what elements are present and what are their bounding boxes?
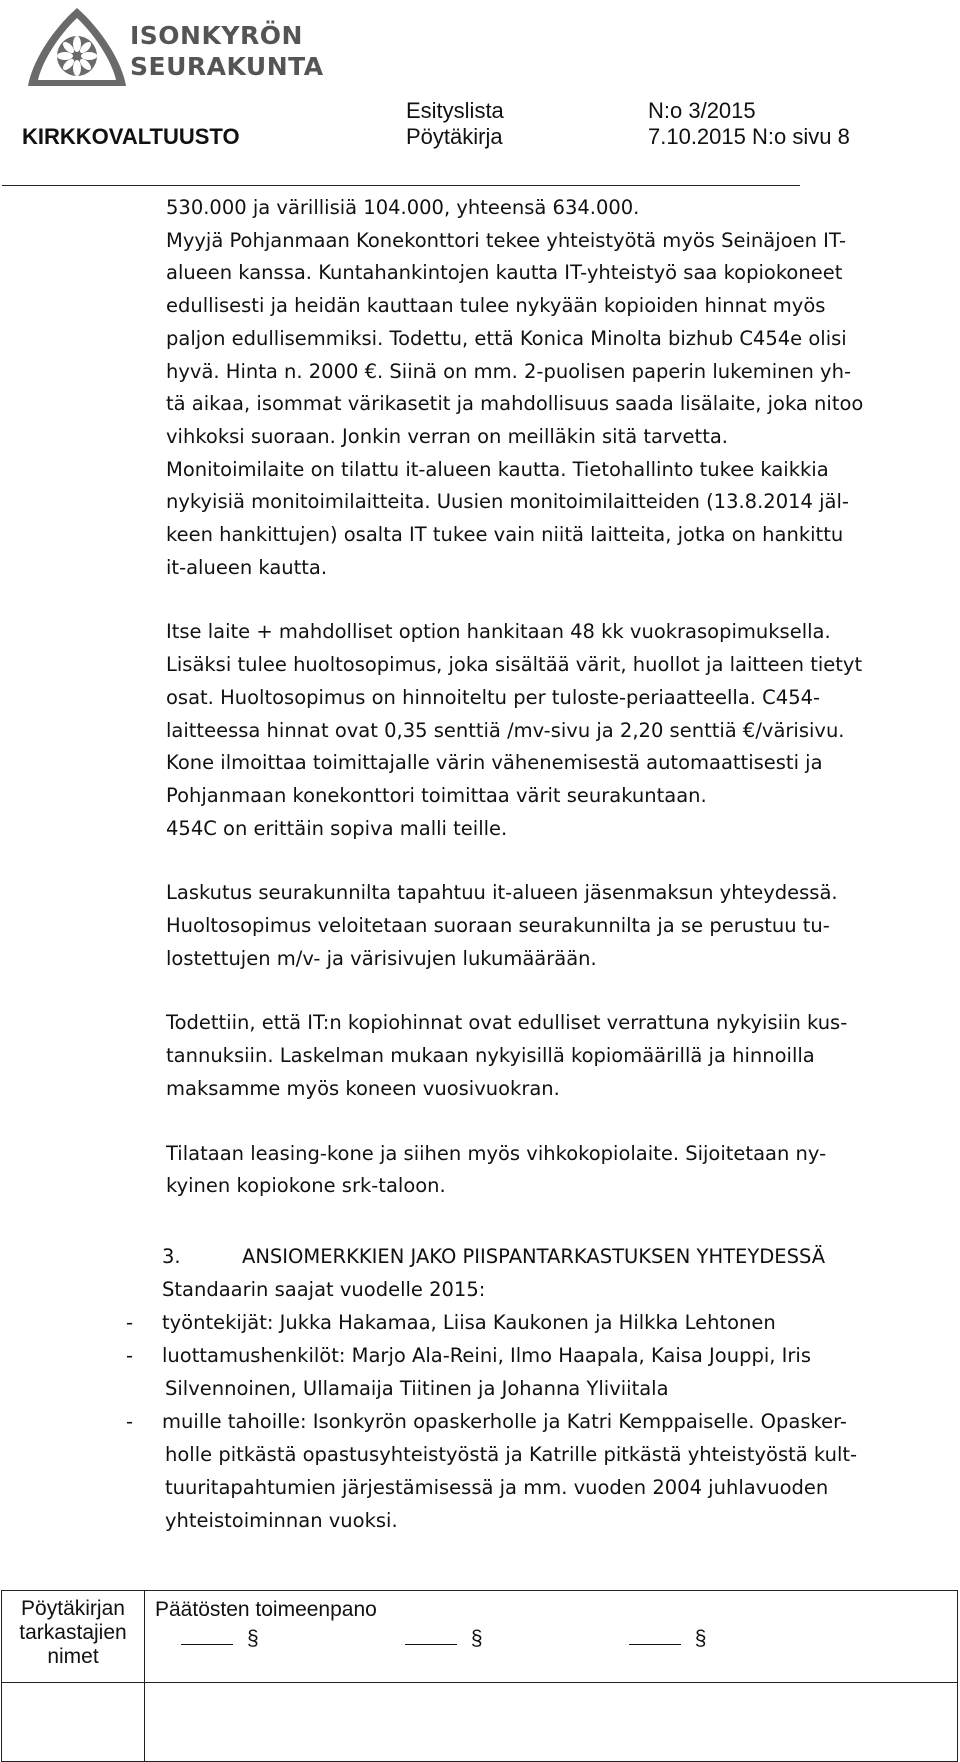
section-mark: § xyxy=(694,1627,707,1650)
inspectors-label-cell xyxy=(2,1591,145,1683)
section-ref xyxy=(405,1626,623,1651)
list-item xyxy=(126,1306,942,1339)
meeting-number: N:o 3/2015 xyxy=(648,98,756,123)
bullet-dash: - xyxy=(126,1410,134,1433)
body-line: Huoltosopimus veloitetaan suoraan seurakunnilta ja se perustuu tu- xyxy=(166,914,830,938)
list-item-line: holle pitkästä opastusyhteistyöstä ja Katrille pitkästä yhteistyöstä kult- xyxy=(165,1443,858,1466)
body-line: vihkoksi suoraan. Jonkin verran on meilläkin sitä tarvetta. xyxy=(166,424,728,448)
inspectors-signature-cell xyxy=(2,1683,145,1762)
logo-line-1: ISONKYRÖN xyxy=(130,21,303,50)
body-line: lostettujen m/v- ja värisivujen lukumäärään. xyxy=(166,946,597,970)
body-line: Todettiin, että IT:n kopiohinnat ovat edulliset verrattuna nykyisiin kus- xyxy=(166,1011,848,1035)
body-line: Kone ilmoittaa toimittajalle värin vähenemisestä automaattisesti ja xyxy=(166,751,823,775)
body-line: Lisäksi tulee huoltosopimus, joka sisältää värit, huollot ja laitteen tietyt xyxy=(166,653,863,677)
section-number: 3. xyxy=(162,1245,181,1268)
section-ref xyxy=(181,1626,399,1651)
bullet-dash: - xyxy=(126,1311,134,1334)
body-line: alueen kanssa. Kuntahankintojen kautta IT-yhteistyö saa kopiokoneet xyxy=(166,261,843,285)
body-line: Itse laite + mahdolliset option hankitaan 48 kk vuokrasopimuksella. xyxy=(166,620,831,644)
section-mark: § xyxy=(247,1627,259,1650)
logo-line-2: SEURAKUNTA xyxy=(130,52,324,81)
date-page: 7.10.2015 N:o sivu 8 xyxy=(648,124,850,149)
body-line: it-alueen kautta. xyxy=(166,555,328,579)
implementation-title: Päätösten toimeenpano xyxy=(155,1598,377,1621)
body-line: Tilataan leasing-kone ja siihen myös vihkokopiolaite. Sijoitetaan ny- xyxy=(166,1141,827,1165)
list-item-line: tuuritapahtumien järjestämisessä ja mm. vuoden 2004 juhlavuoden xyxy=(165,1476,829,1499)
body-line: tannuksiin. Laskelman mukaan nykyisillä kopiomäärillä ja hinnoilla xyxy=(166,1044,815,1068)
inspectors-label-line: Pöytäkirjan xyxy=(21,1597,125,1620)
body-line: 454C on erittäin sopiva malli teille. xyxy=(166,816,508,840)
list-item-line: Silvennoinen, Ullamaija Tiitinen ja Johanna Yliviitala xyxy=(165,1377,669,1400)
body-line: edullisesti ja heidän kauttaan tulee nykyään kopioiden hinnat myös xyxy=(166,294,826,318)
list-item xyxy=(126,1339,942,1405)
cross-emblem-icon xyxy=(28,8,126,86)
doc-type-minutes: Pöytäkirja xyxy=(406,124,503,149)
body-line: tä aikaa, isommat värikasetit ja mahdollisuus saada lisälaite, joka nitoo xyxy=(166,392,864,416)
list-item-line: yhteistoiminnan vuoksi. xyxy=(165,1509,398,1532)
section-ref xyxy=(629,1626,847,1651)
body-line: maksamme myös koneen vuosivuokran. xyxy=(166,1076,560,1100)
implementation-signature-cell xyxy=(145,1683,958,1762)
body-line: laitteessa hinnat ovat 0,35 senttiä /mv-sivu ja 2,20 senttiä €/värisivu. xyxy=(166,718,845,742)
signature-table xyxy=(1,1590,958,1762)
body-line: 530.000 ja värillisiä 104.000, yhteensä 634.000. xyxy=(166,196,640,219)
body-line: keen hankittujen) osalta IT tukee vain niitä laitteita, jotka on hankittu xyxy=(166,523,844,547)
body-line: kyinen kopiokone srk-taloon. xyxy=(166,1174,446,1198)
body-line: Pohjanmaan konekonttori toimittaa värit seurakuntaan. xyxy=(166,783,707,807)
section-heading xyxy=(162,1240,942,1273)
body-line: Monitoimilaite on tilattu it-alueen kautta. Tietohallinto tukee kaikkia xyxy=(166,457,829,481)
parish-name xyxy=(130,20,324,82)
body-line: nykyisiä monitoimilaitteita. Uusien monitoimilaitteiden (13.8.2014 jäl- xyxy=(166,490,849,514)
body-line: osat. Huoltosopimus on hinnoiteltu per tuloste-periaatteella. C454- xyxy=(166,685,821,709)
doc-type-agenda: Esityslista xyxy=(406,98,504,123)
section-mark: § xyxy=(470,1627,483,1650)
document-body xyxy=(166,192,926,1203)
list-item-line: luottamushenkilöt: Marjo Ala-Reini, Ilmo Haapala, Kaisa Jouppi, Iris xyxy=(162,1344,812,1367)
list-item-line: työntekijät: Jukka Hakamaa, Liisa Kaukonen ja Hilkka Lehtonen xyxy=(162,1311,776,1334)
organ-name: KIRKKOVALTUUSTO xyxy=(22,124,240,149)
implementation-cell xyxy=(145,1591,958,1683)
inspectors-label-line: nimet xyxy=(47,1645,99,1668)
body-line: paljon edullisemmiksi. Todettu, että Konica Minolta bizhub C454e olisi xyxy=(166,326,847,350)
section-title: ANSIOMERKKIEN JAKO PIISPANTARKASTUKSEN YHTEYDESSÄ xyxy=(242,1245,826,1268)
section-3 xyxy=(126,1240,942,1537)
bullet-dash: - xyxy=(126,1344,134,1367)
header-rule xyxy=(2,185,800,186)
list-item xyxy=(126,1405,942,1537)
section-intro: Standaarin saajat vuodelle 2015: xyxy=(162,1278,486,1301)
inspectors-label-line: tarkastajien xyxy=(19,1621,127,1644)
body-line: hyvä. Hinta n. 2000 €. Siinä on mm. 2-puolisen paperin lukeminen yh- xyxy=(166,359,851,383)
list-item-line: muille tahoille: Isonkyrön opaskerholle ja Katri Kemppaiselle. Opasker- xyxy=(162,1410,847,1433)
body-line: Myyjä Pohjanmaan Konekonttori tekee yhteistyötä myös Seinäjoen IT- xyxy=(166,228,847,252)
body-line: Laskutus seurakunnilta tapahtuu it-alueen jäsenmaksun yhteydessä. xyxy=(166,881,838,905)
